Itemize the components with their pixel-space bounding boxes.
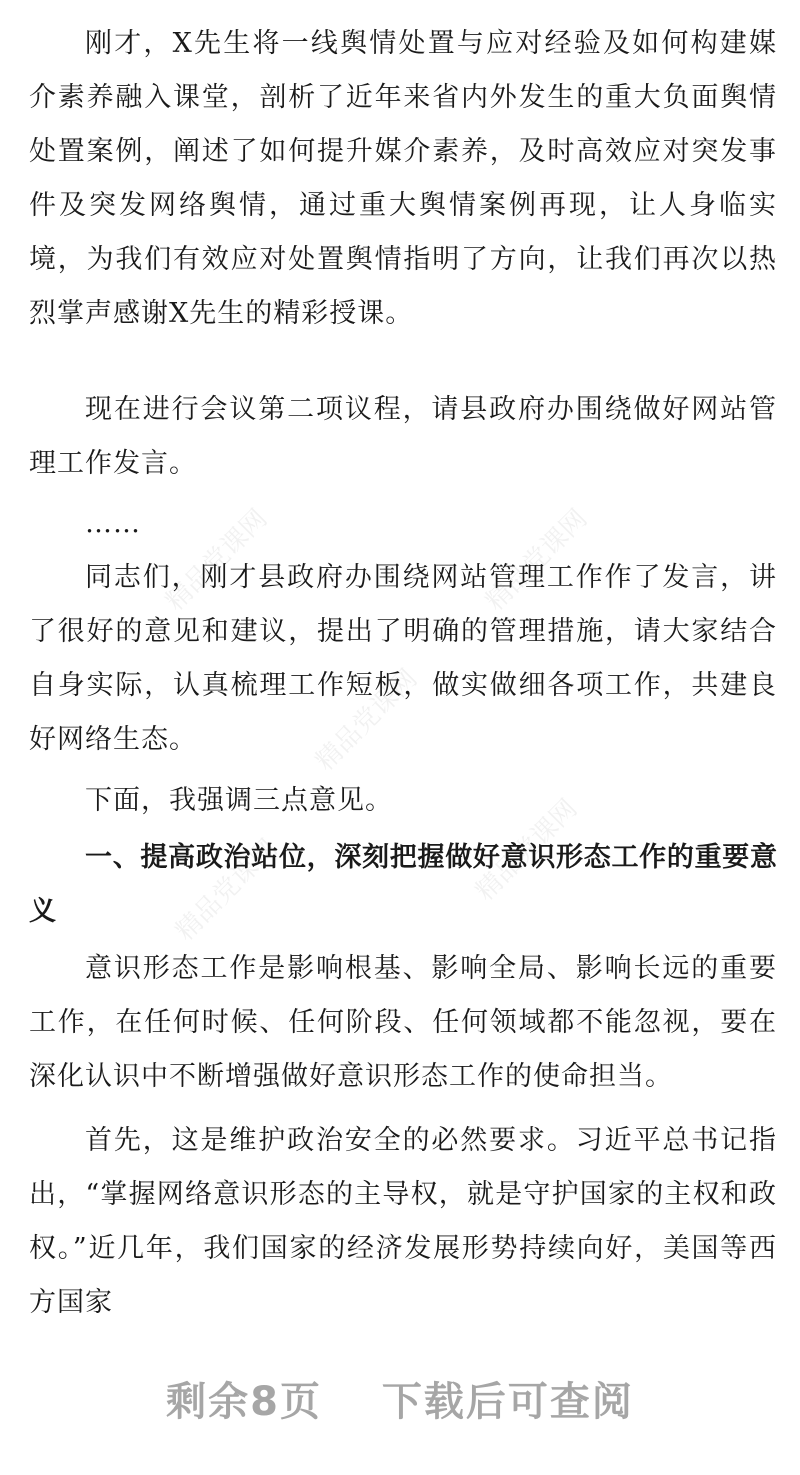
download-hint-label: 下载后可查阅 bbox=[381, 1379, 634, 1425]
watermark: 精品党课网 bbox=[310, 663, 424, 777]
watermark: 精品党课网 bbox=[470, 793, 584, 907]
paragraph-agenda: 现在进行会议第二项议程，请县政府办围绕做好网站管理工作发言。 bbox=[29, 394, 777, 479]
paragraph-intro: 刚才，X先生将一线舆情处置与应对经验及如何构建媒介素养融入课堂，剖析了近年来省内外发生的重大负面舆情处置案例，阐述了如何提升媒介素养，及时高效应对突发事件及突发网络舆情，通过重大舆情案例再现，让人身临实境，为我们有效应对处置舆情指明了方向，让我们再次以热烈掌声感谢X先生的精彩授课。 bbox=[29, 28, 777, 329]
paragraph-first: 首先，这是维护政治安全的必然要求。习近平总书记指出，“掌握网络意识形态的主导权，就是守护国家的主权和政权。”近几年，我们国家的经济发展形势持续向好，美国等西方国家 bbox=[29, 1125, 777, 1318]
watermark: 精品党课网 bbox=[480, 503, 594, 617]
paragraph-three-points: 下面，我强调三点意见。 bbox=[85, 785, 393, 816]
paragraph-summary: 同志们，刚才县政府办围绕网站管理工作作了发言，讲了很好的意见和建议，提出了明确的管理措施，请大家结合自身实际，认真梳理工作短板，做实做细各项工作，共建良好网络生态。 bbox=[29, 562, 777, 755]
paragraph-ideology: 意识形态工作是影响根基、影响全局、影响长远的重要工作，在任何时候、任何阶段、任何领域都不能忽视，要在深化认识中不断增强做好意识形态工作的使命担当。 bbox=[29, 953, 777, 1092]
section-heading-1: 一、提高政治站位，深刻把握做好意识形态工作的重要意义 bbox=[29, 842, 777, 927]
remaining-pages-label: 剩余8页 bbox=[166, 1379, 322, 1425]
watermark: 精品党课网 bbox=[170, 833, 284, 947]
download-banner[interactable] bbox=[0, 1370, 800, 1427]
paragraph-ellipsis: …… bbox=[85, 508, 141, 539]
watermark: 精品党课网 bbox=[160, 503, 274, 617]
